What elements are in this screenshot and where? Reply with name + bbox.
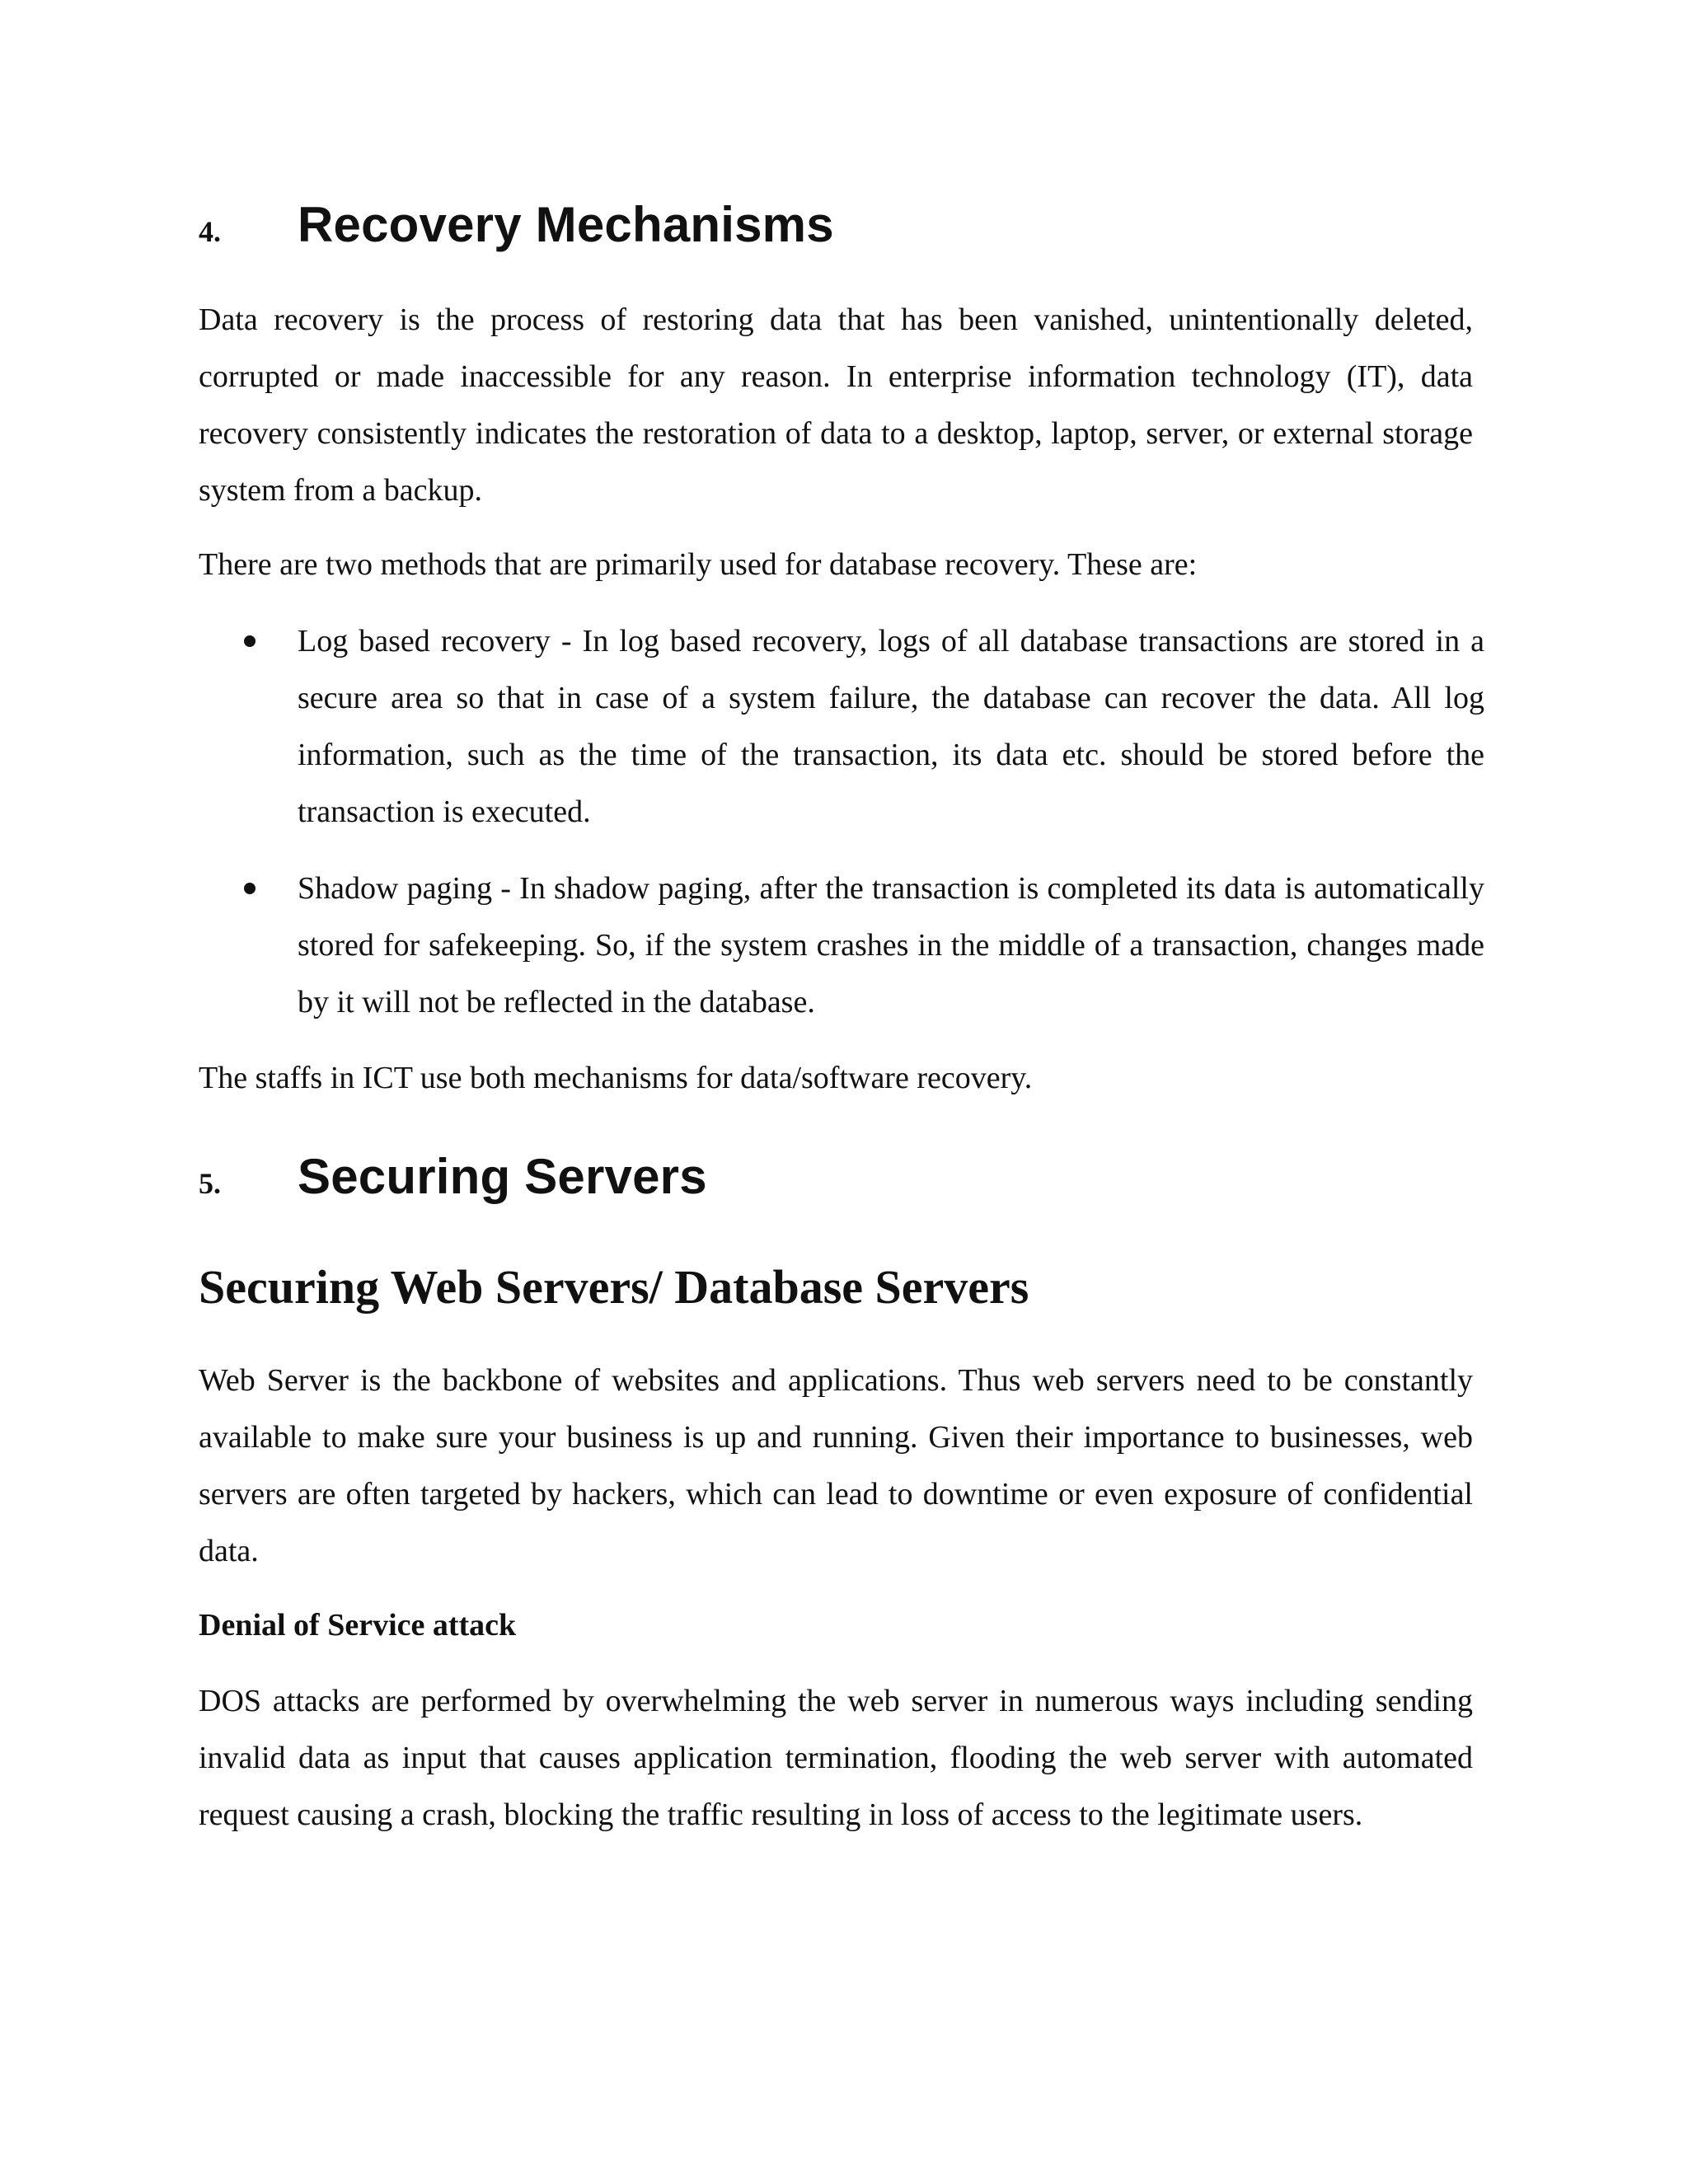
- section-4-title: Recovery Mechanisms: [298, 197, 834, 252]
- bullet-text: Shadow paging - In shadow paging, after the transaction is completed its data is automatically stored for safekeeping. So, if the system crashes in the middle of a transaction, changes made by it will not be reflected in the database.: [298, 871, 1484, 1019]
- section-5-title: Securing Servers: [298, 1149, 707, 1204]
- section-4-number: 4.: [199, 215, 221, 248]
- section-5-heading: [199, 1148, 707, 1205]
- bullet-icon: [244, 635, 256, 647]
- recovery-closing-paragraph: The staffs in ICT use both mechanisms for data/software recovery.: [199, 1061, 1033, 1095]
- dos-attack-paragraph: DOS attacks are performed by overwhelming the web server in numerous ways including sending invalid data as input that causes application termination, flooding the web server with automated request causing a crash, blocking the traffic resulting in loss of access to the legitimate users.: [199, 1684, 1473, 1832]
- section-5-number: 5.: [199, 1167, 221, 1200]
- recovery-intro-paragraph: Data recovery is the process of restoring data that has been vanished, unintentionally deleted, corrupted or made inaccessible for any reason. In enterprise information technology (IT), data recovery consistently indicates the restoration of data to a desktop, laptop, server, or external storage system from a backup.: [199, 302, 1473, 508]
- securing-web-servers-subheading: Securing Web Servers/ Database Servers: [199, 1260, 1029, 1314]
- bullet-text: Log based recovery - In log based recovery, logs of all database transactions are stored in a secure area so that in case of a system failure, the database can recover the data. All log information, such as the time of the transaction, its data etc. should be stored before the transaction is executed.: [298, 624, 1484, 829]
- recovery-methods-intro: There are two methods that are primarily used for database recovery. These are:: [199, 547, 1198, 582]
- web-server-intro-paragraph: Web Server is the backbone of websites and applications. Thus web servers need to be constantly available to make sure your business is up and running. Given their importance to businesses, web servers are often targeted by hackers, which can lead to downtime or even exposure of confidential data.: [199, 1363, 1473, 1568]
- dos-attack-heading: Denial of Service attack: [199, 1608, 517, 1643]
- bullet-icon: [244, 883, 256, 894]
- section-4-heading: [199, 196, 834, 253]
